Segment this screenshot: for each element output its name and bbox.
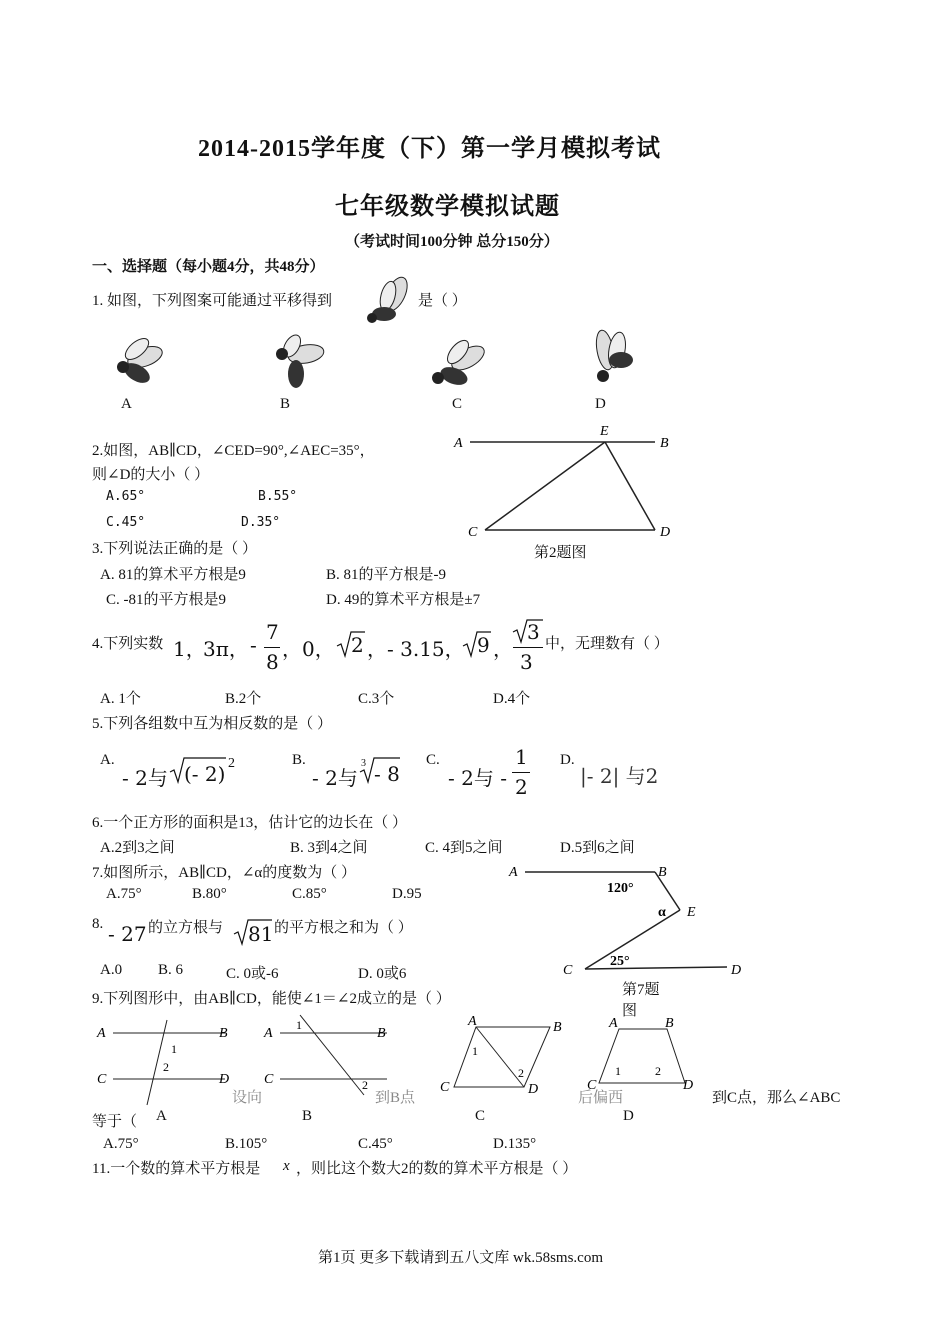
q9-option-a[interactable]: A (156, 1108, 167, 1124)
q5-stem: 5.下列各组数中互为相反数的是（ ） (92, 716, 333, 732)
q6-stem: 6.一个正方形的面积是13，估计它的边长在（ ） (92, 815, 408, 831)
q6-option-b[interactable]: B. 3到4之间 (290, 840, 368, 856)
q1-option-b[interactable]: B (280, 396, 291, 412)
q10-option-c[interactable]: C.45° (358, 1136, 393, 1152)
q1-option-c[interactable]: C (452, 396, 463, 412)
svg-text:B: B (377, 1026, 386, 1041)
q8-option-b[interactable]: B. 6 (158, 962, 184, 978)
svg-text:2: 2 (163, 1060, 169, 1074)
q4-frac-bar (264, 647, 280, 648)
q5-b-radicand: - 8 (374, 762, 400, 786)
q4-sqrt2-value: 2 (351, 633, 364, 657)
q7-label-a: A (509, 865, 518, 880)
q7-label-e: E (687, 905, 696, 920)
q3-stem: 3.下列说法正确的是（ ） (92, 541, 258, 557)
q7-label-b: B (658, 865, 667, 880)
q2-option-c[interactable]: C.45° (106, 515, 146, 530)
q4-frac-num: 7 (266, 620, 279, 644)
q4-num-3pi: 3π， (203, 637, 249, 661)
q9-option-b[interactable]: B (302, 1108, 313, 1124)
q5-a-expr: - 2与 (122, 766, 168, 790)
q11-variable: x (283, 1158, 290, 1174)
svg-text:A: A (609, 1016, 618, 1031)
bee-icon (366, 276, 416, 328)
page-footer: 第1页 更多下载请到五八文库 wk.58sms.com (318, 1250, 604, 1266)
exam-meta: （考试时间100分钟 总分150分） (345, 234, 559, 250)
q2-label-c: C (468, 525, 478, 540)
exam-title: 2014-2015学年度（下）第一学月模拟考试 (198, 136, 661, 162)
q2-stem-line2: 则∠D的大小（ ） (92, 467, 210, 483)
svg-text:C: C (440, 1080, 450, 1095)
q1-option-d[interactable]: D (595, 396, 606, 412)
q7-option-d[interactable]: D.95 (392, 886, 422, 902)
q8-expr2: 81 (248, 922, 274, 946)
q5-a-radicand: (- 2) (184, 762, 226, 786)
q4-tail: 中，无理数有（ ） (545, 636, 669, 652)
q9-option-c[interactable]: C (475, 1108, 486, 1124)
q8-option-a[interactable]: A.0 (100, 962, 123, 978)
q5-d-expr: |- 2| 与2 (580, 764, 659, 788)
svg-text:2: 2 (518, 1066, 524, 1080)
q7-figure (505, 858, 750, 983)
q5-c-den: 2 (515, 775, 528, 799)
q5-c-expr: - 2与 - (448, 766, 507, 790)
q5-c-bar (512, 772, 530, 773)
bee-option-d-icon (585, 328, 645, 388)
q3-option-b[interactable]: B. 81的平方根是-9 (326, 567, 447, 583)
svg-text:1: 1 (171, 1042, 177, 1056)
q10-option-b[interactable]: B.105° (225, 1136, 268, 1152)
q3-option-c[interactable]: C. -81的平方根是9 (106, 592, 227, 608)
q7-caption-2: 图 (622, 1003, 638, 1019)
q3-option-a[interactable]: A. 81的算术平方根是9 (100, 567, 246, 583)
q8-option-d[interactable]: D. 0或6 (358, 966, 407, 982)
q4-frac2-bar (513, 647, 543, 648)
q2-caption: 第2题图 (534, 545, 587, 561)
q5-a-exponent: 2 (228, 756, 235, 771)
q4-sqrt3-value: 3 (527, 620, 540, 644)
svg-text:B: B (219, 1026, 228, 1041)
q1-option-a[interactable]: A (121, 396, 132, 412)
q9-figure-d (585, 1015, 710, 1095)
q4-frac2-den: 3 (520, 650, 533, 674)
q5-option-b[interactable]: B. (292, 752, 306, 768)
q2-label-d: D (660, 525, 671, 540)
q10-fragment-4: 到C点，那么∠ABC (712, 1090, 841, 1106)
svg-text:D: D (683, 1078, 694, 1093)
q2-option-b[interactable]: B.55° (258, 489, 298, 504)
bee-option-a-icon (105, 335, 165, 390)
q4-sqrt9-value: 9 (477, 633, 490, 657)
q2-option-a[interactable]: A.65° (106, 489, 146, 504)
q1-tail: 是（ ） (418, 293, 467, 309)
svg-text:B: B (665, 1016, 674, 1031)
q9-figure-a (95, 1015, 240, 1105)
svg-text:A: A (264, 1026, 273, 1041)
svg-text:2: 2 (362, 1078, 368, 1092)
q9-figure-c (438, 1015, 568, 1095)
q8-option-c[interactable]: C. 0或-6 (226, 966, 279, 982)
q5-b-index: 3 (361, 758, 366, 769)
svg-text:1: 1 (472, 1044, 478, 1058)
q4-option-d[interactable]: D.4个 (493, 691, 531, 707)
svg-text:A: A (468, 1014, 477, 1029)
q2-label-a: A (454, 436, 463, 451)
q8-tail: 的平方根之和为（ ） (274, 920, 413, 936)
svg-text:D: D (528, 1082, 539, 1097)
q7-stem: 7.如图所示，AB∥CD，∠α的度数为（ ） (92, 865, 357, 881)
q4-frac-den: 8 (266, 650, 279, 674)
q4-sep: ， (493, 637, 513, 661)
svg-text:1: 1 (615, 1064, 621, 1078)
q2-figure (450, 420, 680, 545)
q7-option-b[interactable]: B.80° (192, 886, 227, 902)
svg-text:1: 1 (296, 1018, 302, 1032)
q7-option-c[interactable]: C.85° (292, 886, 327, 902)
q4-num-1: 1， (173, 637, 206, 661)
q7-label-c: C (563, 963, 573, 978)
q9-stem: 9.下列图形中，由AB∥CD，能使∠1＝∠2成立的是（ ） (92, 991, 451, 1007)
q6-option-d[interactable]: D.5到6之间 (560, 840, 635, 856)
q4-option-b[interactable]: B.2个 (225, 691, 262, 707)
q7-angle-120: 120° (607, 881, 634, 896)
svg-text:C: C (97, 1072, 107, 1087)
q4-num-0: ，0， (282, 637, 335, 661)
q11-tail: ，则比这个数大2的数的算术平方根是（ ） (296, 1161, 578, 1177)
q9-option-d[interactable]: D (623, 1108, 634, 1124)
q2-option-d[interactable]: D.35° (241, 515, 281, 530)
q7-angle-alpha: α (658, 905, 666, 920)
q5-b-expr: - 2与 (312, 766, 358, 790)
exam-subtitle: 七年级数学模拟试题 (335, 194, 560, 220)
q10-stem: 等于（ (92, 1114, 138, 1130)
q8-expr1: - 27 (108, 922, 147, 946)
q2-label-e: E (600, 424, 609, 439)
q4-option-c[interactable]: C.3个 (358, 691, 395, 707)
q4-option-a[interactable]: A. 1个 (100, 691, 141, 707)
bee-option-c-icon (428, 338, 488, 390)
q5-option-c[interactable]: C. (426, 752, 440, 768)
q10-fragment-2: 到B点 (375, 1090, 416, 1106)
q7-caption: 第7题 (622, 982, 660, 998)
q6-option-c[interactable]: C. 4到5之间 (425, 840, 503, 856)
svg-text:C: C (264, 1072, 274, 1087)
q8-mid: 的立方根与 (148, 920, 224, 936)
q2-label-b: B (660, 436, 669, 451)
q2-stem-line1: 2.如图，AB∥CD，∠CED=90°,∠AEC=35°， (92, 443, 375, 459)
q11-stem: 11.一个数的算术平方根是 (92, 1161, 261, 1177)
svg-text:B: B (553, 1020, 562, 1035)
q4-neg-sign: - (250, 633, 257, 657)
q4-num-315: ，- 3.15， (367, 637, 465, 661)
q5-c-num: 1 (515, 745, 528, 769)
q1-stem: 1. 如图，下列图案可能通过平移得到 (92, 293, 333, 309)
q7-option-a[interactable]: A.75° (106, 886, 142, 902)
svg-text:A: A (97, 1026, 106, 1041)
q7-angle-25: 25° (610, 954, 630, 969)
section-heading: 一、选择题（每小题4分，共48分） (92, 259, 325, 275)
svg-text:C: C (587, 1078, 597, 1093)
q5-option-a[interactable]: A. (100, 752, 115, 768)
q10-fragment-1: 设向 (232, 1090, 263, 1106)
svg-text:D: D (219, 1072, 230, 1087)
q10-fragment-3: 后偏西 (578, 1090, 624, 1106)
q8-prefix: 8. (92, 916, 104, 932)
q6-option-a[interactable]: A.2到3之间 (100, 840, 175, 856)
q10-option-a[interactable]: A.75° (103, 1136, 139, 1152)
q7-label-d: D (731, 963, 742, 978)
q5-option-d[interactable]: D. (560, 752, 575, 768)
q4-stem: 4.下列实数 (92, 636, 164, 652)
bee-option-b-icon (268, 332, 328, 390)
q3-option-d[interactable]: D. 49的算术平方根是±7 (326, 592, 481, 608)
svg-text:2: 2 (655, 1064, 661, 1078)
q10-option-d[interactable]: D.135° (493, 1136, 537, 1152)
